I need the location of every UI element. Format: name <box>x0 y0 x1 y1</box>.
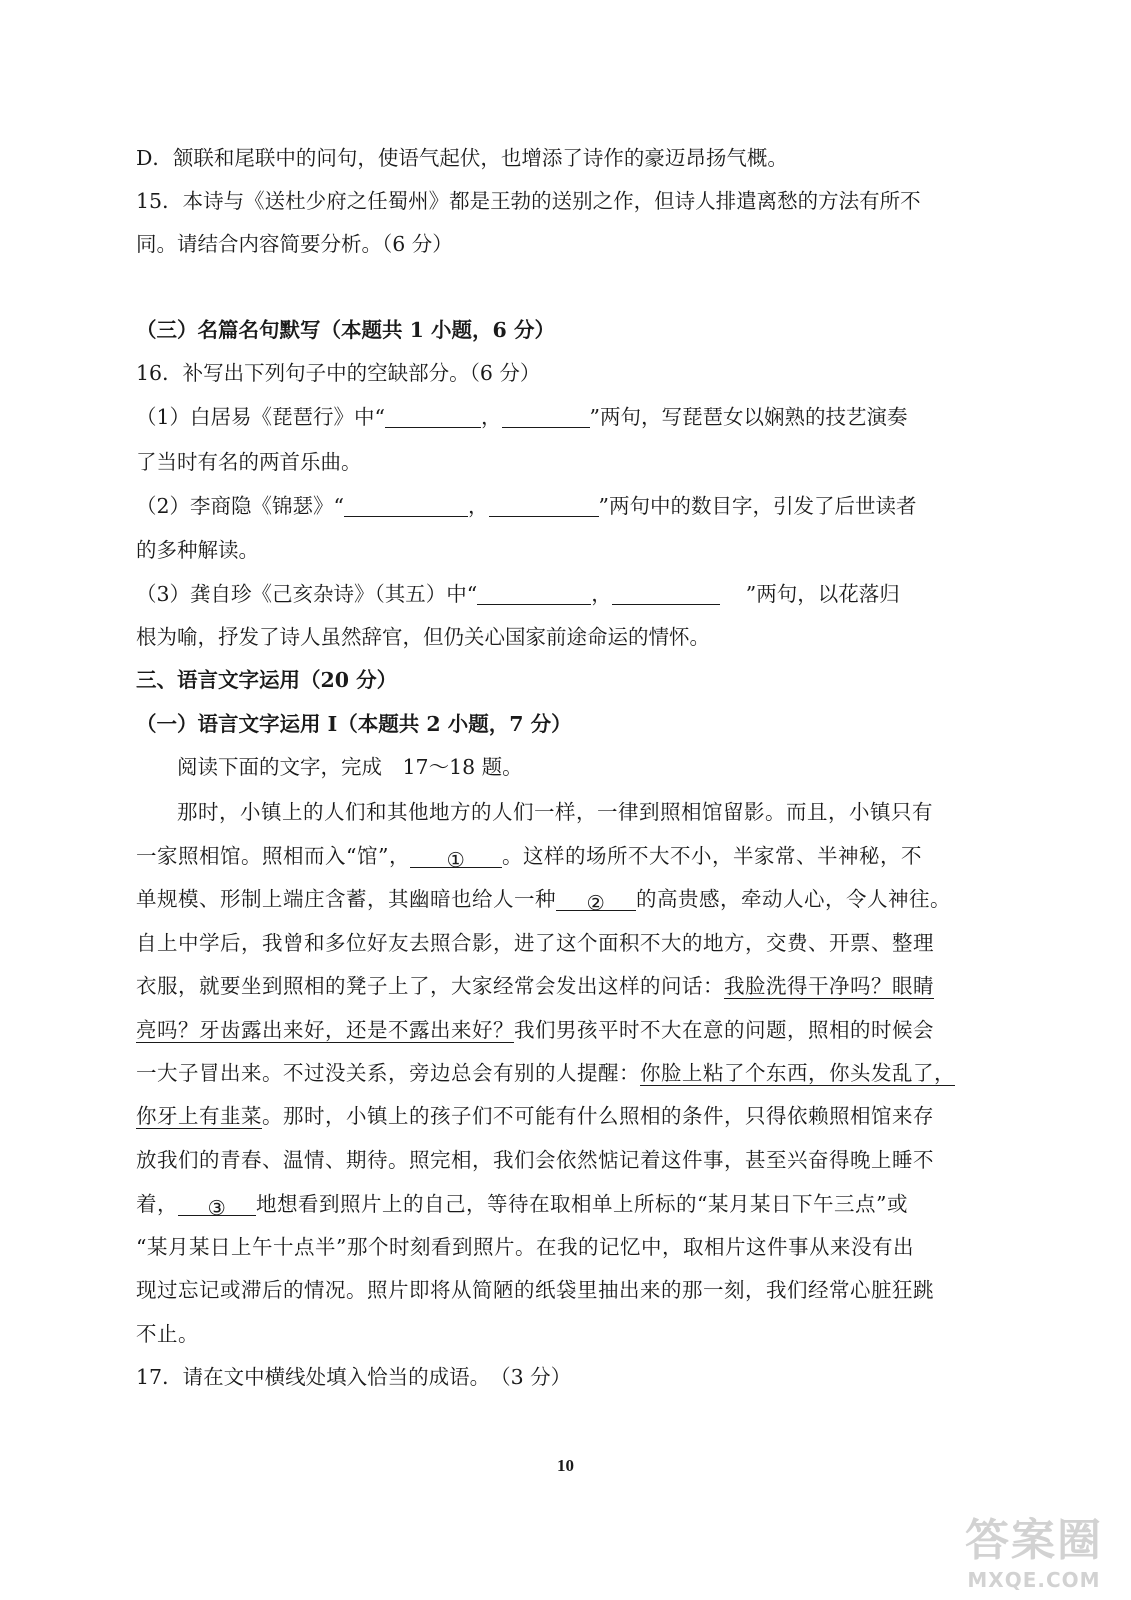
passage-line-5 <box>136 971 996 1001</box>
q16-1-prefix: （1）白居易《琵琶行》中“ <box>136 405 386 429</box>
text: 我们男孩平时不大在意的问题，照相的时候会 <box>514 1018 934 1042</box>
answer-blank-3[interactable]: ③ <box>178 1193 256 1216</box>
question-17: 17．请在文中横线处填入恰当的成语。 （3 分） <box>136 1365 572 1389</box>
passage-line-9: 放我们的青春、温情、期待。照完相，我们会依然惦记着这件事，甚至兴奋得晚上睡不 <box>136 1148 934 1172</box>
q16-2-prefix: （2）李商隐《锦瑟》“ <box>136 494 345 518</box>
underlined-text: 我脸洗得干净吗？眼睛 <box>724 974 934 998</box>
question-15-line-2: 同。请结合内容简要分析。（6 分） <box>136 232 453 256</box>
passage-line-6 <box>136 1015 996 1045</box>
text: 一大子冒出来。不过没关系，旁边总会有别的人提醒： <box>136 1061 640 1085</box>
watermark-cn: 答案圈 <box>965 1515 1103 1566</box>
answer-blank[interactable] <box>502 405 590 428</box>
answer-blank-1[interactable]: ① <box>410 845 502 868</box>
question-15-line-1: 15．本诗与《送杜少府之任蜀州》都是王勃的送别之作，但诗人排遣离愁的方法有所不 <box>136 189 921 213</box>
question-16-stem: 16．补写出下列句子中的空缺部分。（6 分） <box>136 361 541 385</box>
text: 地想看到照片上的自己，等待在取相单上所标的“某月某日下午三点”或 <box>256 1192 908 1216</box>
underlined-text: 你脸上粘了个东西，你头发乱了， <box>640 1061 955 1085</box>
passage-line-3 <box>136 884 996 914</box>
text: 。那时，小镇上的孩子们不可能有什么照相的条件，只得依赖照相馆来存 <box>262 1104 934 1128</box>
passage-line-2 <box>136 841 996 871</box>
passage-line-7 <box>136 1058 996 1088</box>
answer-blank[interactable] <box>477 582 591 605</box>
watermark-logo <box>941 1514 1127 1598</box>
text: 单规模、形制上端庄含蓄，其幽暗也给人一种 <box>136 887 556 911</box>
text: 的高贵感，牵动人心，令人神往。 <box>636 887 951 911</box>
page-number: 10 <box>557 1456 574 1475</box>
passage-line-11: “某月某日上午十点半”那个时刻看到照片。在我的记忆中，取相片这件事从来没有出 <box>136 1235 914 1259</box>
underlined-text: 亮吗？牙齿露出来好，还是不露出来好？ <box>136 1018 514 1042</box>
comma: ， <box>481 405 502 429</box>
q16-2-suffix: ”两句中的数目字，引发了后世读者 <box>598 494 917 518</box>
q16-3-suffix: ”两句，以花落归 <box>745 582 900 606</box>
passage-line-13: 不止。 <box>136 1322 199 1346</box>
text: 一家照相馆。照相而入“馆”， <box>136 844 410 868</box>
reading-instruction: 阅读下面的文字，完成 17～18 题。 <box>177 755 523 779</box>
subsection-heading-language-1: （一）语言文字运用 I（本题共 2 小题，7 分） <box>136 712 572 736</box>
q16-1-suffix: ”两句，写琵琶女以娴熟的技艺演奏 <box>589 405 908 429</box>
passage-line-8 <box>136 1101 996 1131</box>
underlined-text: 你牙上有韭菜 <box>136 1104 262 1128</box>
answer-blank[interactable] <box>489 494 599 517</box>
section-heading-language: 三、语言文字运用（20 分） <box>136 668 398 692</box>
question-16-item-3-cont: 根为喻，抒发了诗人虽然辞官，但仍关心国家前途命运的情怀。 <box>136 625 710 649</box>
answer-blank-2[interactable]: ② <box>556 888 636 911</box>
question-16-item-1-cont: 了当时有名的两首乐曲。 <box>136 450 362 474</box>
watermark-en: MXQE.COM <box>967 1568 1101 1592</box>
text: 着， <box>136 1192 178 1216</box>
passage-line-10 <box>136 1189 996 1219</box>
q16-3-prefix: （3）龚自珍《己亥杂诗》（其五）中“ <box>136 582 478 606</box>
comma: ， <box>591 582 612 606</box>
question-16-item-3 <box>136 579 996 609</box>
option-d: D．颔联和尾联中的问句，使语气起伏，也增添了诗作的豪迈昂扬气概。 <box>136 146 788 170</box>
comma: ， <box>468 494 489 518</box>
section-heading-recitation: （三）名篇名句默写（本题共 1 小题，6 分） <box>136 318 555 342</box>
passage-line-1: 那时，小镇上的人们和其他地方的人们一样，一律到照相馆留影。而且，小镇只有 <box>177 800 933 824</box>
question-16-item-1 <box>136 402 996 432</box>
text: 。这样的场所不大不小，半家常、半神秘，不 <box>501 844 922 868</box>
passage-line-12: 现过忘记或滞后的情况。照片即将从简陋的纸袋里抽出来的那一刻，我们经常心脏狂跳 <box>136 1278 934 1302</box>
answer-blank[interactable] <box>612 582 720 605</box>
question-16-item-2 <box>136 491 996 521</box>
answer-blank[interactable] <box>344 494 468 517</box>
question-16-item-2-cont: 的多种解读。 <box>136 538 259 562</box>
text: 衣服，就要坐到照相的凳子上了，大家经常会发出这样的问话： <box>136 974 724 998</box>
passage-line-4: 自上中学后，我曾和多位好友去照合影，进了这个面积不大的地方，交费、开票、整理 <box>136 931 934 955</box>
answer-blank[interactable] <box>385 405 481 428</box>
